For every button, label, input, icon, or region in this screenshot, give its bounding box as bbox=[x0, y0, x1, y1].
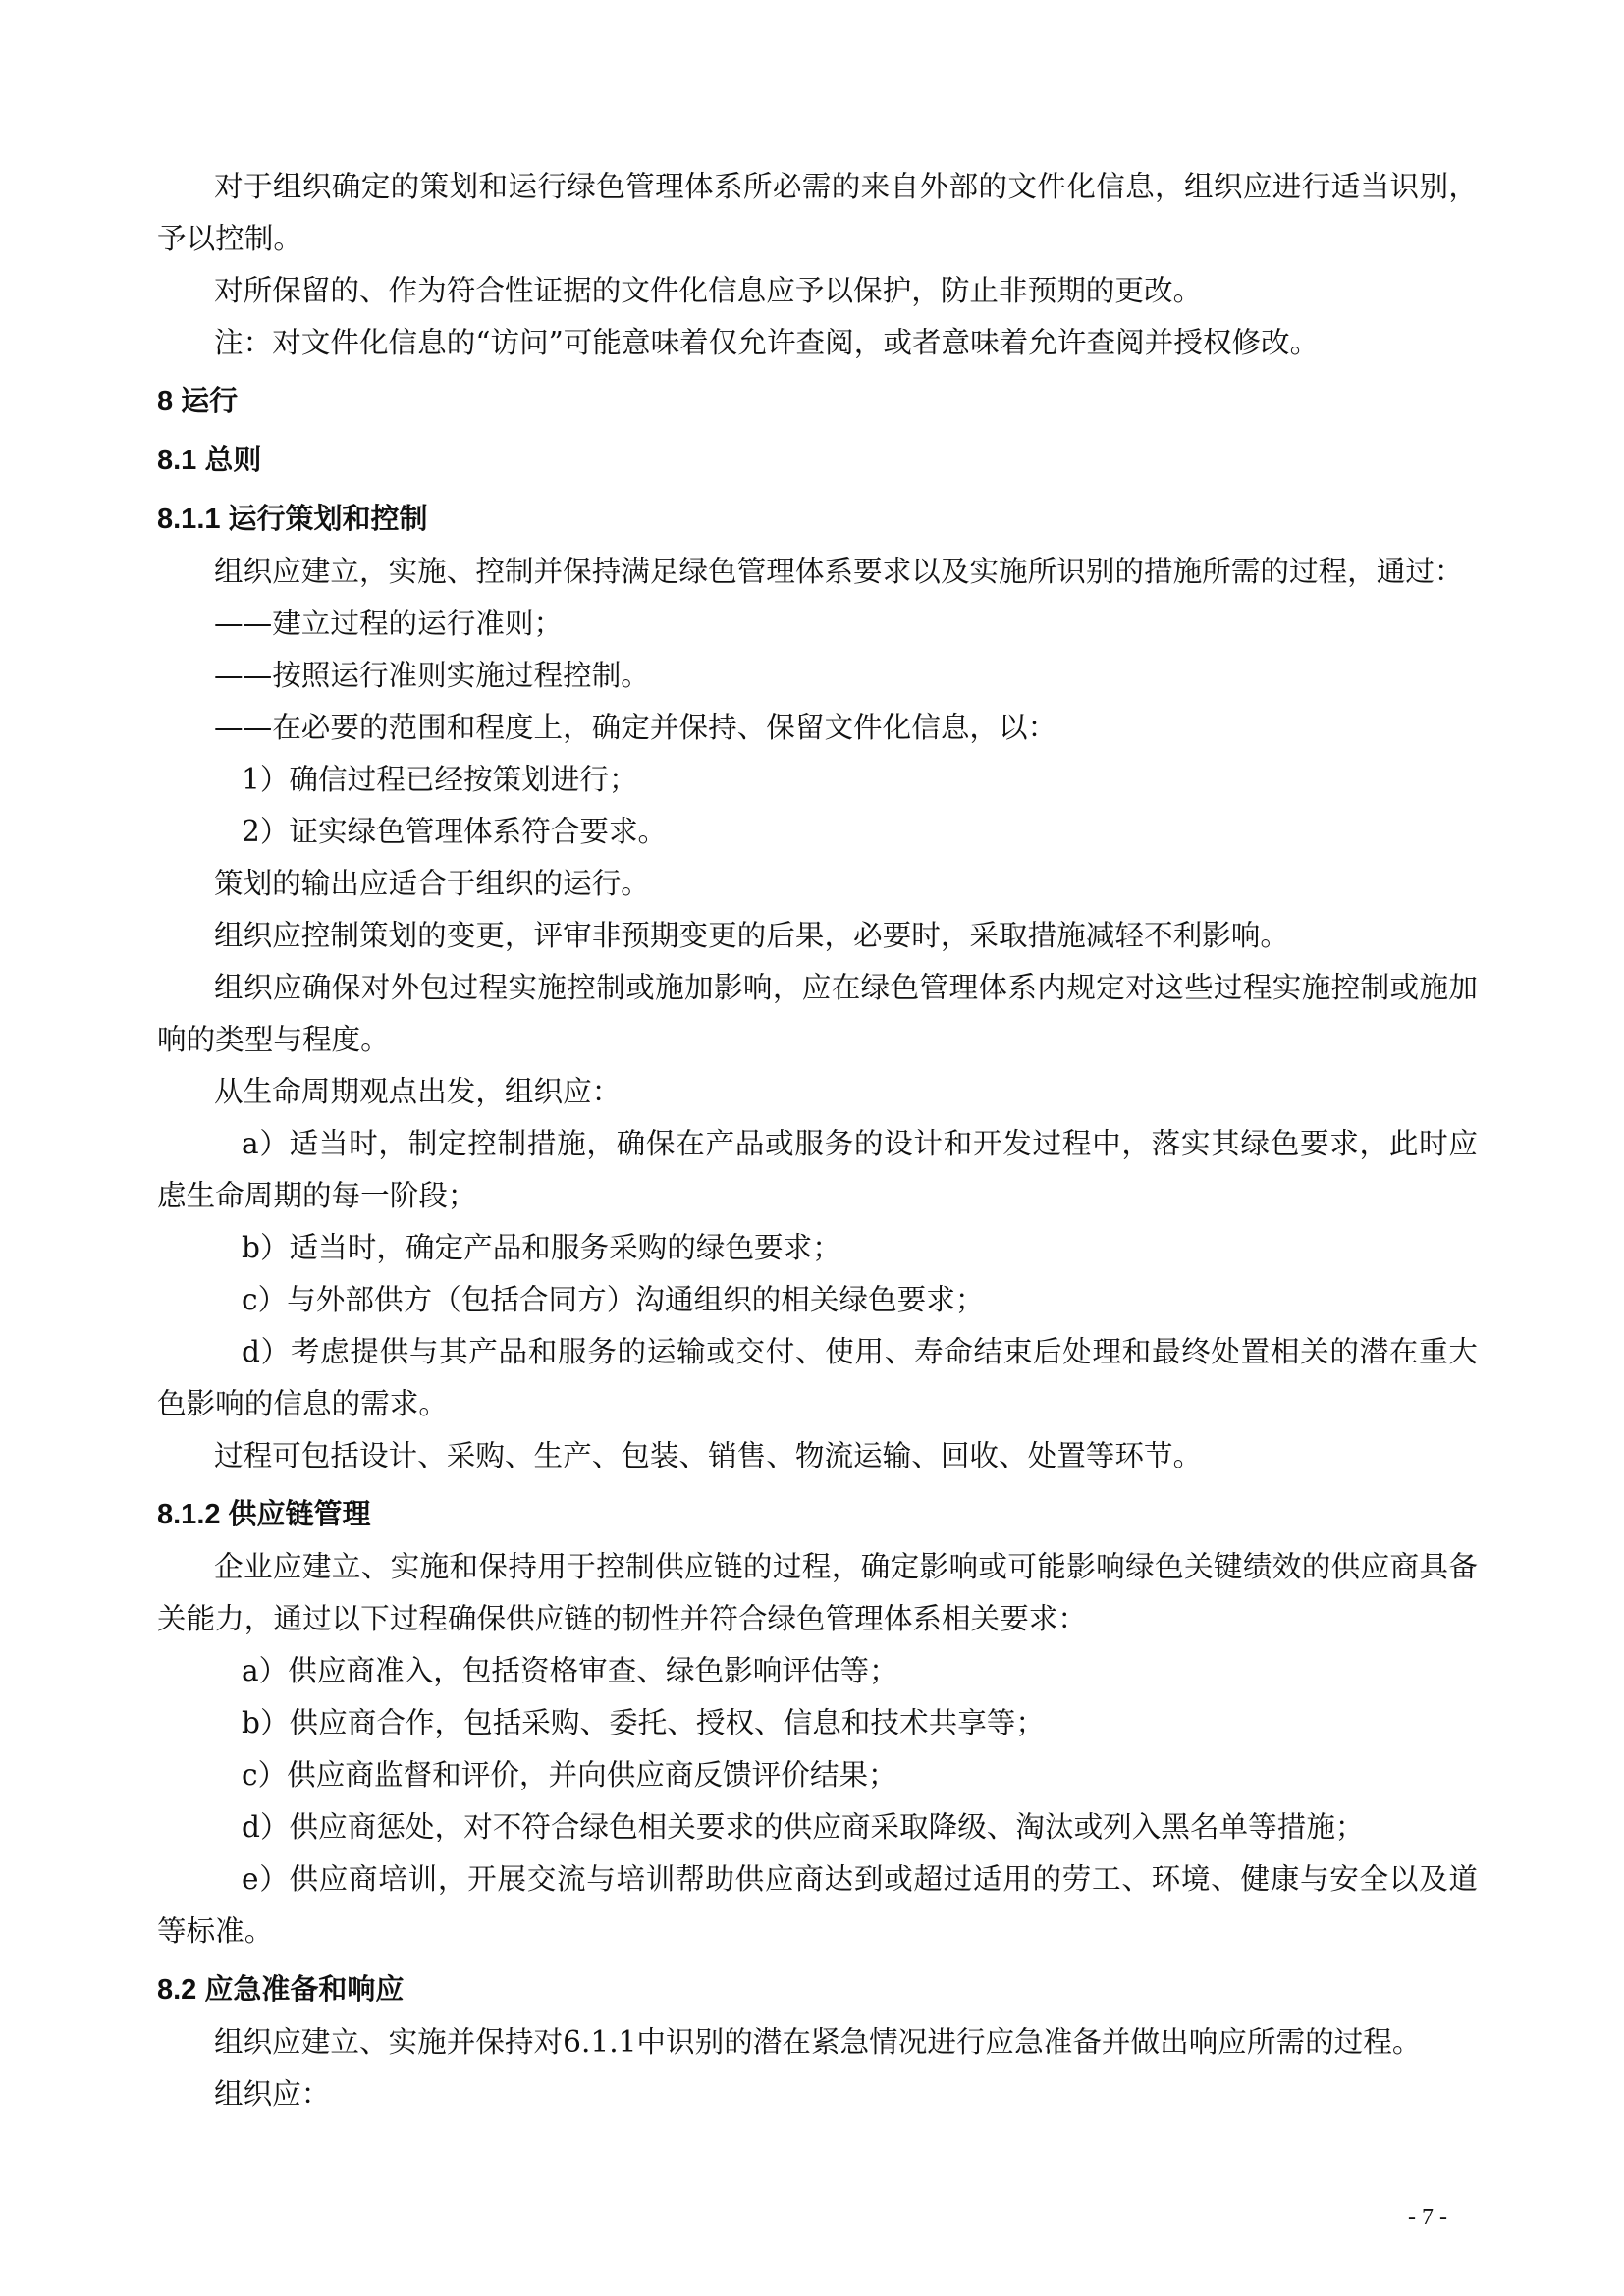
paragraph bbox=[157, 910, 1478, 962]
paragraph bbox=[157, 650, 1478, 702]
list-item bbox=[157, 1801, 1478, 1853]
paragraph bbox=[157, 962, 1478, 1066]
section-heading bbox=[157, 376, 1478, 428]
text-line: d）考虑提供与其产品和服务的运输或交付、使用、寿命结束后处理和最终处置相关的潜在重大 bbox=[242, 1335, 1478, 1368]
list-item bbox=[157, 1853, 1478, 1957]
section-heading bbox=[157, 435, 1478, 487]
list-item bbox=[157, 1645, 1478, 1697]
text-line: 2）证实绿色管理体系符合要求。 bbox=[242, 815, 668, 848]
list-item bbox=[157, 1274, 1478, 1326]
text-line: c）与外部供方（包括合同方）沟通组织的相关绿色要求； bbox=[242, 1283, 985, 1316]
text-line: 过程可包括设计、采购、生产、包装、销售、物流运输、回收、处置等环节。 bbox=[214, 1439, 1203, 1472]
paragraph bbox=[157, 265, 1478, 317]
heading-text: 8 运行 bbox=[157, 386, 239, 417]
text-line: 组织应控制策划的变更，评审非预期变更的后果，必要时，采取措施减轻不利影响。 bbox=[214, 919, 1289, 952]
text-line: 组织应确保对外包过程实施控制或施加影响，应在绿色管理体系内规定对这些过程实施控制或施加 bbox=[214, 971, 1478, 1004]
text-line: 等标准。 bbox=[157, 1914, 274, 1948]
text-line: 组织应建立、实施并保持对6.1.1中识别的潜在紧急情况进行应急准备并做出响应所需的过程。 bbox=[214, 2025, 1422, 2058]
heading-text: 8.1.1 运行策划和控制 bbox=[157, 504, 428, 535]
text-line: a）供应商准入，包括资格审查、绿色影响评估等； bbox=[242, 1654, 898, 1687]
heading-text: 8.1.2 供应链管理 bbox=[157, 1499, 371, 1530]
text-line: ——建立过程的运行准则； bbox=[214, 607, 564, 640]
heading-text: 8.1 总则 bbox=[157, 445, 262, 476]
text-line: 虑生命周期的每一阶段； bbox=[157, 1179, 477, 1212]
text-line: ——按照运行准则实施过程控制。 bbox=[214, 659, 650, 692]
list-item bbox=[157, 806, 1478, 858]
section-heading bbox=[157, 1489, 1478, 1541]
list-item bbox=[157, 1697, 1478, 1749]
text-line: 对所保留的、作为符合性证据的文件化信息应予以保护，防止非预期的更改。 bbox=[214, 274, 1203, 307]
paragraph bbox=[157, 1541, 1478, 1645]
text-line: 注：对文件化信息的“访问”可能意味着仅允许查阅，或者意味着允许查阅并授权修改。 bbox=[214, 326, 1320, 359]
text-line: 企业应建立、实施和保持用于控制供应链的过程，确定影响或可能影响绿色关键绩效的供应商具备 bbox=[214, 1550, 1478, 1583]
text-line: 组织应： bbox=[214, 2077, 331, 2110]
text-line: c）供应商监督和评价，并向供应商反馈评价结果； bbox=[242, 1758, 897, 1791]
text-line: 色影响的信息的需求。 bbox=[157, 1387, 448, 1420]
text-line: 策划的输出应适合于组织的运行。 bbox=[214, 867, 650, 900]
paragraph bbox=[157, 598, 1478, 650]
paragraph bbox=[157, 1430, 1478, 1482]
heading-text: 8.2 应急准备和响应 bbox=[157, 1974, 405, 2005]
paragraph bbox=[157, 858, 1478, 910]
text-line: 从生命周期观点出发，组织应： bbox=[214, 1075, 622, 1108]
paragraph bbox=[157, 317, 1478, 369]
text-line: b）供应商合作，包括采购、委托、授权、信息和技术共享等； bbox=[242, 1706, 1045, 1739]
text-line: d）供应商惩处，对不符合绿色相关要求的供应商采取降级、淘汰或列入黑名单等措施； bbox=[242, 1810, 1365, 1843]
text-line: 组织应建立，实施、控制并保持满足绿色管理体系要求以及实施所识别的措施所需的过程，通过： bbox=[214, 555, 1464, 588]
text-line: 响的类型与程度。 bbox=[157, 1023, 390, 1056]
paragraph bbox=[157, 546, 1478, 598]
text-line: 予以控制。 bbox=[157, 222, 302, 255]
list-item bbox=[157, 754, 1478, 806]
paragraph bbox=[157, 2068, 1478, 2120]
text-line: a）适当时，制定控制措施，确保在产品或服务的设计和开发过程中，落实其绿色要求，此时应 bbox=[242, 1127, 1478, 1160]
list-item bbox=[157, 1326, 1478, 1430]
paragraph bbox=[157, 702, 1478, 754]
section-heading bbox=[157, 1964, 1478, 2016]
text-line: b）适当时，确定产品和服务采购的绿色要求； bbox=[242, 1231, 841, 1264]
list-item bbox=[157, 1118, 1478, 1222]
paragraph bbox=[157, 2016, 1478, 2068]
list-item bbox=[157, 1749, 1478, 1801]
page-number: - 7 - bbox=[1408, 2205, 1447, 2230]
section-heading bbox=[157, 494, 1478, 546]
text-line: 1）确信过程已经按策划进行； bbox=[242, 763, 638, 796]
text-line: 对于组织确定的策划和运行绿色管理体系所必需的来自外部的文件化信息，组织应进行适当识别， bbox=[214, 170, 1478, 203]
list-item bbox=[157, 1222, 1478, 1274]
document-body bbox=[157, 161, 1478, 2120]
text-line: 关能力，通过以下过程确保供应链的韧性并符合绿色管理体系相关要求： bbox=[157, 1602, 1087, 1635]
paragraph bbox=[157, 161, 1478, 265]
paragraph bbox=[157, 1066, 1478, 1118]
text-line: ——在必要的范围和程度上，确定并保持、保留文件化信息，以： bbox=[214, 711, 1057, 744]
text-line: e）供应商培训，开展交流与培训帮助供应商达到或超过适用的劳工、环境、健康与安全以及道 bbox=[242, 1862, 1478, 1896]
